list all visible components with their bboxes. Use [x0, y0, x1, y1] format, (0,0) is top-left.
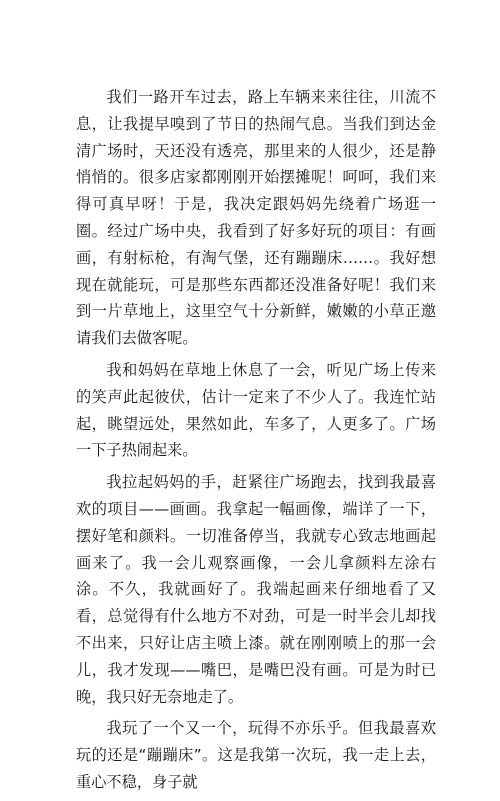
paragraph-2: 我和妈妈在草地上休息了一会，听见广场上传来的笑声此起彼伏，估计一定来了不少人了。我连忙站起，眺望远处，果然如此，车多了，人更多了。广场一下子热闹起来。: [76, 360, 436, 460]
paragraph-4: 我玩了一个又一个，玩得不亦乐乎。但我最喜欢玩的还是“蹦蹦床”。这是我第一次玩，我一走上去，重心不稳，身子就: [76, 719, 436, 791]
paragraph-3: 我拉起妈妈的手，赶紧往广场跑去，找到我最喜欢的项目——画画。我拿起一幅画像，端详了一下，摆好笔和颜料。一切准备停当，我就专心致志地画起画来了。我一会儿观察画像，一会儿拿颜料左涂右涂。不久，我就画好了。我端起画来仔细地看了又看，总觉得有什么地方不对劲，可是一时半会儿却找不出来，只好让店主喷上漆。就在刚刚喷上的那一会儿，我才发现——嘴巴，是嘴巴没有画。可是为时已晚，我只好无奈地走了。: [76, 473, 436, 706]
essay-body: [76, 84, 436, 801]
paragraph-1: 我们一路开车过去，路上车辆来来往往，川流不息，让我提早嗅到了节日的热闹气息。当我们到达金清广场时，天还没有透亮，那里来的人很少，还是静悄悄的。很多店家都刚刚开始摆摊呢！呵呵，我们来得可真早呀！于是，我决定跟妈妈先绕着广场逛一圈。经过广场中央，我看到了好多好玩的项目：有画画，有射标枪，有淘气堡，还有蹦蹦床……。我好想现在就能玩，可是那些东西都还没准备好呢！我们来到一片草地上，这里空气十分新鲜，嫩嫩的小草正邀请我们去做客呢。: [76, 88, 436, 348]
